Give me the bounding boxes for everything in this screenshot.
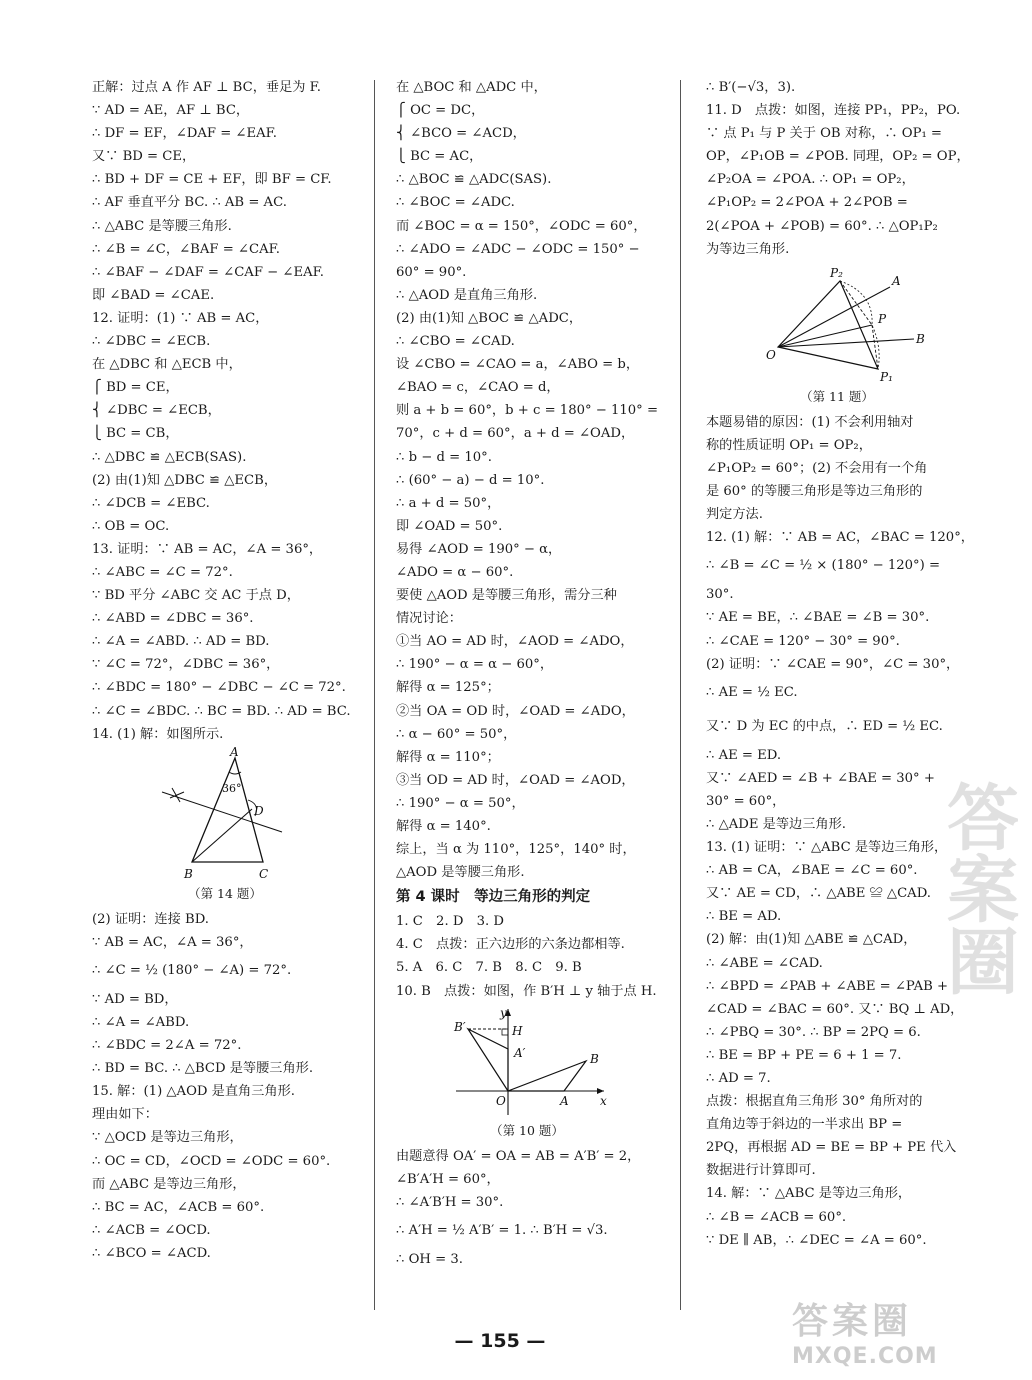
text-line: ∴ AF 垂直平分 BC. ∴ AB = AC. (92, 195, 287, 211)
text-line: △AOD 是等腰三角形. (396, 865, 525, 881)
text-line: ∴ ∠BCO = ∠ACD. (92, 1245, 211, 1261)
text-line: ∴ BC = AC，∠ACB = 60°. (92, 1199, 265, 1215)
text-line: ∴ ∠A′B′H = 30°. (396, 1194, 504, 1210)
text-line: ∵ DE ∥ AB，∴ ∠DEC = ∠A = 60°. (706, 1232, 927, 1248)
text-line: 13. 证明：∵ AB = AC，∠A = 36°， (92, 541, 323, 557)
fig14-label-C: C (259, 866, 269, 881)
text-line: ∴ BD + DF = CE + EF，即 BF = CF. (92, 172, 332, 188)
fig11-label-B: B (916, 331, 925, 346)
text-line: ∴ 190° − α = 50°， (396, 795, 525, 811)
text-line: ∴ ∠BAF − ∠DAF = ∠CAF − ∠EAF. (92, 264, 324, 280)
text-line: 15. 解：(1) △AOD 是直角三角形. (92, 1084, 295, 1100)
fig10-label-B1: B′ (454, 1019, 466, 1034)
text-line: ∵ BD 平分 ∠ABC 交 AC 于点 D， (92, 588, 300, 604)
text-line: ∴ △BOC ≌ △ADC(SAS). (396, 172, 552, 188)
text-line: ∠CAD = ∠BAC = 60°. 又∵ BQ ⊥ AD， (706, 1001, 964, 1017)
fig14-label-angle: 36° (222, 781, 242, 795)
col3-text-cont (706, 411, 974, 1252)
text-line: ∴ ∠B = ∠C，∠BAF = ∠CAF. (92, 241, 280, 257)
text-line: 13. (1) 证明：∵ △ABC 是等边三角形， (706, 840, 948, 856)
text-line: 60° = 90°. (396, 264, 467, 280)
text-line: 易得 ∠AOD = 190° − α， (396, 541, 562, 557)
text-line: (2) 解：由(1)知 △ABE ≌ △CAD， (706, 932, 917, 948)
text-line: 为等边三角形. (706, 241, 790, 257)
text-line: ∴ △ADE 是等边三角形. (706, 816, 846, 832)
watermark-logo-text: 答案圈 (792, 1301, 913, 1342)
text-line: ⎩ BC = CB， (92, 426, 179, 442)
text-line: 14. (1) 解：如图所示. (92, 726, 224, 742)
figure-11 (706, 263, 968, 407)
text-line: ∴ ∠CBO = ∠CAD. (396, 334, 515, 350)
figure-11-diagram (706, 263, 968, 387)
text-line: 是 60° 的等腰三角形是等边三角形的 (706, 484, 923, 500)
text-line: ∴ AE = ED. (706, 747, 782, 763)
fig11-label-P1: P₁ (880, 369, 893, 384)
text-line: ∴ ∠BPD = ∠PAB + ∠ABE = ∠PAB + (706, 978, 949, 994)
text-line: ∴ ∠B = ∠ACB = 60°. (706, 1209, 847, 1225)
column-left (92, 76, 358, 1265)
text-line: ∴ A′H = ½ A′B′ = 1. ∴ B′H = √3. (396, 1222, 608, 1238)
text-line: ∴ (60° − a) − d = 10°. (396, 472, 545, 488)
text-line: 11. D 点拨：如图，连接 PP₁，PP₂，PO. (706, 103, 961, 119)
text-line: 1. C 2. D 3. D (396, 914, 504, 930)
text-line: ∴ ∠A = ∠ABD. (92, 1015, 190, 1030)
text-line: ∴ ∠ACB = ∠OCD. (92, 1222, 211, 1238)
text-line: ⎨ ∠DBC = ∠ECB， (92, 403, 221, 419)
text-line: ∴ ∠ABE = ∠CAD. (706, 955, 823, 971)
text-line: ③当 OD = AD 时，∠OAD = ∠AOD， (396, 772, 635, 788)
text-line: 而 △ABC 是等边三角形， (92, 1176, 246, 1192)
text-line: 12. 证明：(1) ∵ AB = AC， (92, 310, 269, 326)
text-line: ∵ AD = BD， (92, 991, 178, 1007)
column-right (706, 76, 974, 1252)
text-line: OP，∠P₁OB = ∠POB. 同理，OP₂ = OP， (706, 149, 970, 165)
text-line: ∴ △AOD 是直角三角形. (396, 287, 538, 303)
column-divider-1 (374, 80, 375, 1310)
text-line: (2) 证明：∵ ∠CAE = 90°，∠C = 30°， (706, 656, 960, 672)
text-line: ⎩ BC = AC， (396, 149, 483, 165)
text-line: ∠BAO = c，∠CAO = d， (396, 380, 560, 396)
column-divider-2 (680, 80, 681, 1310)
text-line: ∴ △DBC ≌ △ECB(SAS). (92, 449, 247, 465)
text-line: ②当 OA = OD 时，∠OAD = ∠ADO， (396, 703, 635, 719)
figure-10-diagram (396, 1005, 658, 1121)
fig10-label-A1: A′ (514, 1045, 526, 1060)
text-line: ∴ a + d = 50°， (396, 495, 501, 511)
text-line: 在 △DBC 和 △ECB 中， (92, 357, 242, 373)
fig10-label-x: x (600, 1093, 607, 1108)
section-title: 第 4 课时 等边三角形的判定 (396, 889, 591, 906)
text-line: ∴ △ABC 是等腰三角形. (92, 218, 232, 234)
page-number: — 155 — (454, 1330, 546, 1352)
text-line: ∵ △OCD 是等边三角形， (92, 1130, 243, 1146)
text-line: ∴ OH = 3. (396, 1251, 463, 1267)
text-line: 情况讨论： (396, 611, 462, 627)
fig10-label-H: H (512, 1023, 523, 1038)
text-line: 理由如下： (92, 1107, 158, 1123)
text-line: 在 △BOC 和 △ADC 中， (396, 80, 547, 95)
text-line: 又∵ D 为 EC 的中点，∴ ED = ½ EC. (706, 718, 943, 734)
text-line: ∴ OB = OC. (92, 518, 170, 534)
col2-text (396, 76, 658, 884)
text-line: ∴ ∠C = ∠BDC. ∴ BC = BD. ∴ AD = BC. (92, 703, 351, 719)
text-line: ∵ ∠C = 72°，∠DBC = 36°， (92, 657, 280, 673)
text-line: ∠P₁OP₂ = 2∠POA + 2∠POB = (706, 195, 908, 211)
text-line: (2) 证明：连接 BD. (92, 911, 209, 927)
text-line: 解得 α = 110°； (396, 749, 500, 765)
text-line: 解得 α = 125°； (396, 680, 500, 696)
text-line: ∴ ∠DCB = ∠EBC. (92, 495, 210, 511)
text-line: 直角边等于斜边的一半求出 BP = (706, 1117, 903, 1133)
figure-10 (396, 1005, 658, 1141)
text-line: ⎧ BD = CE， (92, 380, 179, 396)
text-line: 即 ∠BAD = ∠CAE. (92, 287, 215, 303)
text-line: ∴ ∠PBQ = 30°. ∴ BP = 2PQ = 6. (706, 1024, 921, 1040)
text-line: ∴ ∠C = ½ (180° − ∠A) = 72°. (92, 962, 292, 978)
text-line: ⎧ OC = DC， (396, 103, 485, 119)
text-line: ∵ AE = BE，∴ ∠BAE = ∠B = 30°. (706, 610, 930, 626)
fig11-label-O: O (766, 347, 776, 362)
text-line: 判定方法. (706, 507, 763, 523)
text-line: 12. (1) 解：∵ AB = AC，∠BAC = 120°， (706, 530, 974, 546)
text-line: ⎨ ∠BCO = ∠ACD， (396, 126, 526, 142)
text-line: 设 ∠CBO = ∠CAO = a，∠ABO = b， (396, 357, 640, 373)
text-line: 本题易错的原因：(1) 不会利用轴对 (706, 414, 914, 430)
text-line: (2) 由(1)知 △BOC ≌ △ADC， (396, 310, 583, 326)
text-line: ∵ AB = AC，∠A = 36°， (92, 934, 253, 950)
text-line: ∴ BE = AD. (706, 909, 782, 925)
watermark-logo-url: MXQE.COM (792, 1344, 938, 1369)
text-line: 30° = 60°， (706, 793, 786, 809)
text-line: ∴ BE = BP + PE = 6 + 1 = 7. (706, 1047, 902, 1063)
text-line: 2PQ，再根据 AD = BE = BP + PE 代入 (706, 1140, 957, 1156)
col1-text (92, 76, 358, 746)
col2-answers (396, 910, 658, 1002)
col3-text (706, 76, 968, 261)
fig10-label-A: A (560, 1093, 569, 1108)
text-line: ∴ AD = 7. (706, 1071, 771, 1086)
text-line: 70°，c + d = 60°，a + d = ∠OAD， (396, 426, 635, 442)
text-line: ∠P₁OP₂ = 60°；(2) 不会用有一个角 (706, 460, 928, 476)
text-line: 又∵ AE = CD，∴ △ABE ≌ △CAD. (706, 886, 931, 902)
fig10-label-B: B (590, 1051, 599, 1066)
fig14-label-D: D (254, 803, 264, 818)
text-line: 由题意得 OA′ = OA = AB = A′B′ = 2， (396, 1148, 641, 1164)
fig10-label-O: O (496, 1093, 506, 1108)
text-line: ∴ AB = CA，∠BAE = ∠C = 60°. (706, 863, 918, 879)
text-line: 5. A 6. C 7. B 8. C 9. B (396, 960, 582, 976)
text-line: ∠ADO = α − 60°. (396, 564, 514, 580)
text-line: 点拨：根据直角三角形 30° 角所对的 (706, 1094, 923, 1110)
text-line: ∴ ∠A = ∠ABD. ∴ AD = BD. (92, 634, 270, 650)
text-line: ∴ OC = CD，∠OCD = ∠ODC = 60°. (92, 1153, 331, 1169)
fig10-label-y: y (500, 1005, 507, 1020)
text-line: ∴ ∠ABC = ∠C = 72°. (92, 564, 233, 580)
text-line: ①当 AO = AD 时，∠AOD = ∠ADO， (396, 634, 634, 650)
fig11-label-A: A (892, 273, 901, 288)
text-line: ∴ B′(−√3，3). (706, 80, 796, 95)
text-line: ∴ BD = BC. ∴ △BCD 是等腰三角形. (92, 1061, 314, 1077)
text-line: 又∵ BD = CE， (92, 149, 196, 165)
fig14-label-B: B (184, 866, 193, 881)
text-line: 而 ∠BOC = α = 150°，∠ODC = 60°， (396, 218, 647, 234)
fig11-label-P2: P₂ (830, 265, 843, 280)
text-line: ∴ 190° − α = α − 60°， (396, 657, 554, 673)
text-line: 即 ∠OAD = 50°. (396, 518, 503, 534)
text-line: ∴ ∠B = ∠C = ½ × (180° − 120°) = (706, 558, 941, 574)
col2-text-end (396, 1145, 658, 1271)
figure-11-caption: （第 11 题） (800, 388, 874, 404)
text-line: 2(∠POA + ∠POB) = 60°. ∴ △OP₁P₂ (706, 218, 938, 234)
text-line: ∠P₂OA = ∠POA. ∴ OP₁ = OP₂， (706, 172, 915, 188)
text-line: ∴ ∠BDC = 2∠A = 72°. (92, 1038, 242, 1054)
figure-14 (92, 744, 358, 904)
figure-14-diagram (92, 744, 358, 884)
text-line: 10. B 点拨：如图，作 B′H ⊥ y 轴于点 H. (396, 983, 657, 999)
column-middle (396, 76, 658, 1271)
text-line: ∴ ∠BOC = ∠ADC. (396, 195, 515, 211)
text-line: (2) 由(1)知 △DBC ≌ △ECB， (92, 472, 278, 488)
text-line: ∵ AD = AE，AF ⊥ BC， (92, 103, 250, 119)
text-line: ∴ AE = ½ EC. (706, 684, 798, 700)
text-line: ∴ ∠ABD = ∠DBC = 36°. (92, 611, 254, 627)
watermark-side-text: 答案圈 (935, 780, 1019, 996)
text-line: 要使 △AOD 是等腰三角形，需分三种 (396, 588, 617, 604)
text-line: 数据进行计算即可. (706, 1163, 816, 1179)
text-line: ∴ b − d = 10°. (396, 449, 492, 465)
text-line: 又∵ ∠AED = ∠B + ∠BAE = 30° + (706, 770, 935, 786)
text-line: ∠B′A′H = 60°， (396, 1171, 500, 1187)
text-line: 解得 α = 140°. (396, 819, 491, 834)
figure-14-caption: （第 14 题） (188, 885, 262, 901)
text-line: ∴ ∠CAE = 120° − 30° = 90°. (706, 633, 900, 649)
text-line: 4. C 点拨：正六边形的六条边都相等. (396, 937, 625, 953)
figure-10-caption: （第 10 题） (490, 1122, 564, 1138)
text-line: 14. 解：∵ △ABC 是等边三角形， (706, 1186, 912, 1202)
text-line: 综上，当 α 为 110°，125°，140° 时， (396, 842, 636, 858)
text-line: 30°. (706, 587, 734, 603)
text-line: ∴ ∠DBC = ∠ECB. (92, 334, 211, 350)
text-line: ∴ DF = EF，∠DAF = ∠EAF. (92, 126, 277, 142)
text-line: 称的性质证明 OP₁ = OP₂， (706, 437, 872, 453)
text-line: 正解：过点 A 作 AF ⊥ BC，垂足为 F. (92, 80, 321, 95)
col1-text-cont (92, 908, 358, 1265)
fig11-label-P: P (878, 311, 887, 326)
fig14-label-A: A (230, 744, 239, 759)
text-line: 则 a + b = 60°，b + c = 180° − 110° = (396, 403, 659, 419)
text-line: ∴ ∠ADO = ∠ADC − ∠ODC = 150° − (396, 241, 640, 257)
text-line: ∴ α − 60° = 50°， (396, 726, 517, 742)
text-line: ∴ ∠BDC = 180° − ∠DBC − ∠C = 72°. (92, 680, 346, 696)
text-line: ∵ 点 P₁ 与 P 关于 OB 对称，∴ OP₁ = (706, 126, 942, 142)
